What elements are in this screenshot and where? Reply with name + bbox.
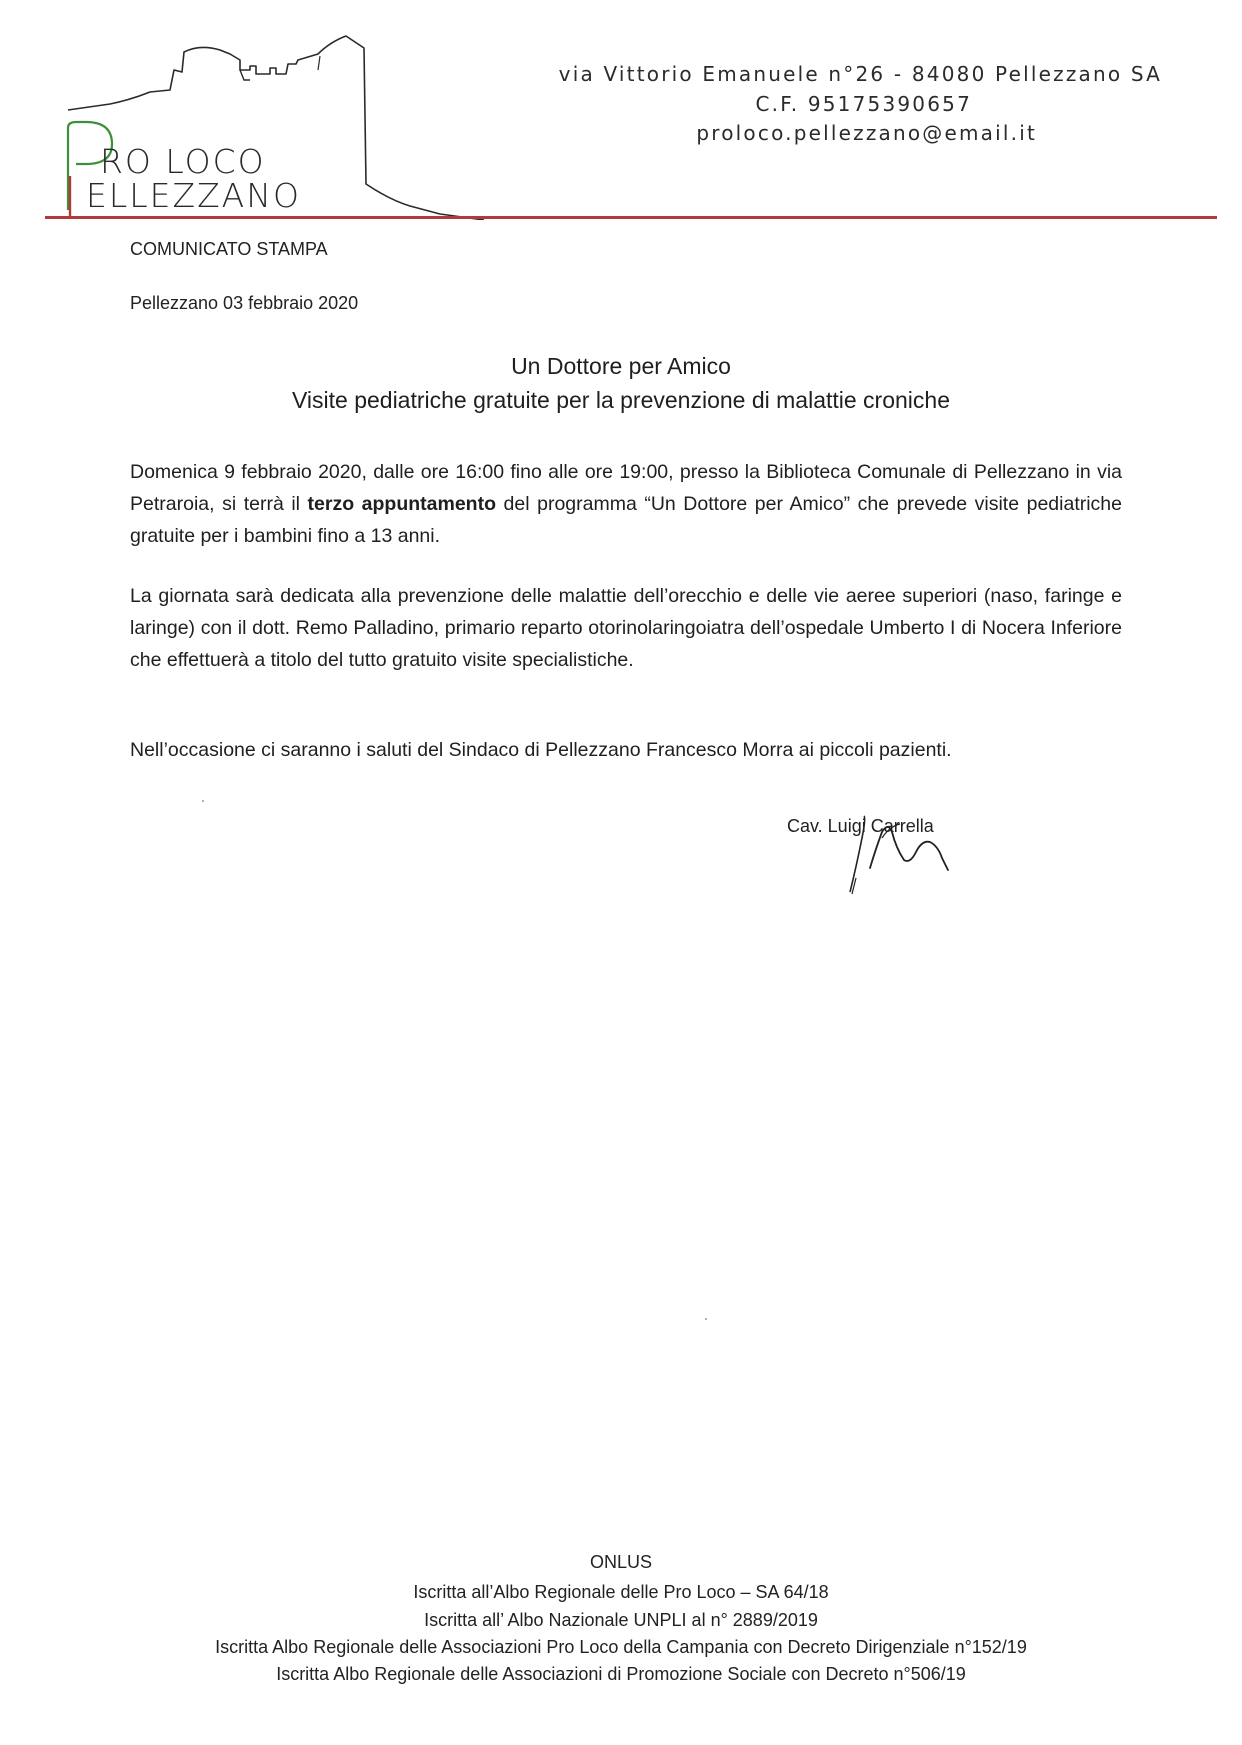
press-release-label: COMUNICATO STAMPA <box>130 239 328 259</box>
contact-address: via Vittorio Emanuele n°26 - 84080 Pellezzano SA <box>558 62 1162 86</box>
scan-speck <box>202 800 204 802</box>
paragraph-1-text-b: del programma “Un Dottore per Amico” che prevede visite pediatriche gratuite per i bambini fino a 13 anni. <box>130 493 1123 547</box>
handwritten-signature-icon <box>830 808 980 898</box>
footer-registration-1: Iscritta all’Albo Regionale delle Pro Loco – SA 64/18 <box>413 1582 829 1602</box>
footer-registration-2: Iscritta all’ Albo Nazionale UNPLI al n° 2889/2019 <box>424 1610 818 1630</box>
footer-onlus: ONLUS <box>589 1552 652 1572</box>
header-divider <box>45 216 1217 219</box>
paragraph-event-details <box>130 456 1122 552</box>
footer-registration-4: Iscritta Albo Regionale delle Associazioni di Promozione Sociale con Decreto n°506/19 <box>276 1664 966 1684</box>
contact-email: proloco.pellezzano@email.it <box>696 121 1037 145</box>
logo-text-pro-loco: RO LOCO <box>100 142 266 181</box>
signature-name: Cav. Luigi Carrella <box>787 816 934 836</box>
paragraph-1-bold: terzo appuntamento <box>307 493 497 515</box>
paragraph-specialist: La giornata sarà dedicata alla prevenzione delle malattie dell’orecchio e delle vie aeree superiori (naso, faringe e laringe) con il dott. Remo Palladino, primario reparto otorinolaringoiatra dell’ospedale Umberto I di Nocera Inferiore che effettuerà a titolo del tutto gratuito visite specialistiche. <box>130 585 1122 671</box>
logo-text-pellezzano: ELLEZZANO <box>86 176 301 215</box>
paragraph-greetings: Nell’occasione ci saranno i saluti del Sindaco di Pellezzano Francesco Morra ai piccoli pazienti. <box>130 739 952 761</box>
document-subtitle: Visite pediatriche gratuite per la prevenzione di malattie croniche <box>291 387 950 413</box>
date-line: Pellezzano 03 febbraio 2020 <box>130 293 359 313</box>
paragraph-1-text-a: Domenica 9 febbraio 2020, dalle ore 16:00 fino alle ore 19:00, presso la Biblioteca Comunale di Pellezzano in via Petraroia, si terrà il <box>130 461 1122 515</box>
scan-speck <box>705 1318 707 1320</box>
contact-tax-code: C.F. 95175390657 <box>755 92 972 116</box>
document-title: Un Dottore per Amico <box>511 353 731 379</box>
footer-registration-3: Iscritta Albo Regionale delle Associazioni Pro Loco della Campania con Decreto Dirigenziale n°152/19 <box>215 1637 1027 1657</box>
